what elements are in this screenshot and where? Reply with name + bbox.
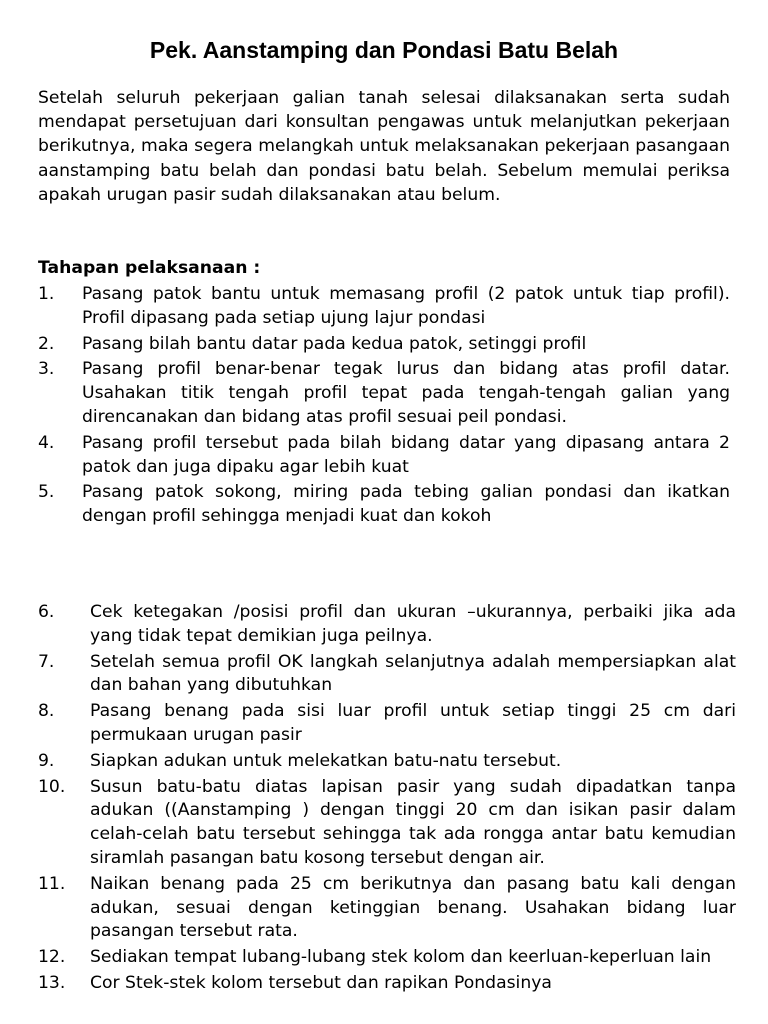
step-text: Susun batu-batu diatas lapisan pasir yang sudah dipadatkan tanpa adukan ((Aanstamping ) dengan tinggi 20 cm dan isikan pasir dalam celah-celah batu tersebut sehingga tak ada rongga antar batu kemudian siramlah pasangan batu kosong tersebut dengan air. bbox=[90, 776, 736, 868]
step-text: Siapkan adukan untuk melekatkan batu-natu tersebut. bbox=[90, 750, 562, 771]
step-number: 8. bbox=[38, 701, 55, 722]
step-number: 6. bbox=[38, 602, 55, 622]
step-number: 1. bbox=[38, 284, 55, 304]
step-text: Pasang profil tersebut pada bilah bidang datar yang dipasang antara 2 patok dan juga dipaku agar lebih kuat bbox=[82, 432, 730, 477]
step-text: Pasang benang pada sisi luar profil untuk setiap tinggi 25 cm dari permukaan urugan pasir bbox=[90, 701, 736, 745]
list-item bbox=[38, 651, 736, 699]
step-text: Cor Stek-stek kolom tersebut dan rapikan Pondasinya bbox=[90, 972, 552, 993]
step-text: Sediakan tempat lubang-lubang stek kolom dan keerluan-keperluan lain bbox=[90, 947, 712, 968]
step-text: Pasang profil benar-benar tegak lurus dan bidang atas profil datar. Usahakan titik tengah profil tepat pada tengah-tengah galian yang direncanakan dan bidang atas profil sesuai peil pondasi. bbox=[82, 359, 730, 427]
step-text: Pasang patok bantu untuk memasang profil (2 patok untuk tiap profil). Profil dipasang pada setiap ujung lajur pondasi bbox=[82, 284, 730, 328]
list-item bbox=[38, 601, 736, 649]
steps-list-part2 bbox=[38, 601, 736, 998]
list-item bbox=[38, 700, 736, 748]
step-text: Pasang bilah bantu datar pada kedua patok, setinggi profil bbox=[82, 333, 587, 354]
list-item bbox=[38, 750, 736, 774]
step-number: 2. bbox=[38, 333, 55, 354]
step-text: Setelah semua profil OK langkah selanjutnya adalah mempersiapkan alat dan bahan yang dibutuhkan bbox=[90, 651, 736, 696]
step-number: 10. bbox=[38, 776, 66, 797]
steps-heading: Tahapan pelaksanaan : bbox=[38, 258, 261, 278]
list-item bbox=[38, 972, 736, 996]
list-item bbox=[38, 283, 730, 331]
step-text: Cek ketegakan /posisi profil dan ukuran –ukurannya, perbaiki jika ada yang tidak tepat demikian juga peilnya. bbox=[90, 602, 736, 646]
step-number: 4. bbox=[38, 432, 55, 453]
list-item bbox=[38, 873, 736, 944]
list-item bbox=[38, 333, 730, 357]
step-number: 3. bbox=[38, 359, 55, 380]
step-text: Pasang patok sokong, miring pada tebing galian pondasi dan ikatkan dengan profil sehingga menjadi kuat dan kokoh bbox=[82, 482, 730, 527]
step-number: 7. bbox=[38, 651, 55, 672]
step-number: 13. bbox=[38, 972, 66, 993]
steps-list-part1 bbox=[38, 283, 730, 531]
step-number: 12. bbox=[38, 947, 66, 968]
list-item bbox=[38, 946, 736, 970]
step-number: 9. bbox=[38, 750, 55, 771]
page-title: Pek. Aanstamping dan Pondasi Batu Belah bbox=[149, 37, 619, 63]
step-number: 11. bbox=[38, 873, 66, 894]
list-item bbox=[38, 432, 730, 480]
list-item bbox=[38, 481, 730, 529]
step-text: Naikan benang pada 25 cm berikutnya dan pasang batu kali dengan adukan, sesuai dengan ketinggian benang. Usahakan bidang luar pasangan tersebut rata. bbox=[90, 873, 736, 942]
intro-paragraph: Setelah seluruh pekerjaan galian tanah selesai dilaksanakan serta sudah mendapat persetujuan dari konsultan pengawas untuk melanjutkan pekerjaan berikutnya, maka segera melangkah untuk melaksanakan pekerjaan pasangaan aanstamping batu belah dan pondasi batu belah. Sebelum memulai periksa apakah urugan pasir sudah dilaksanakan atau belum. bbox=[38, 88, 730, 205]
list-item bbox=[38, 358, 730, 429]
step-number: 5. bbox=[38, 482, 55, 503]
list-item bbox=[38, 776, 736, 871]
